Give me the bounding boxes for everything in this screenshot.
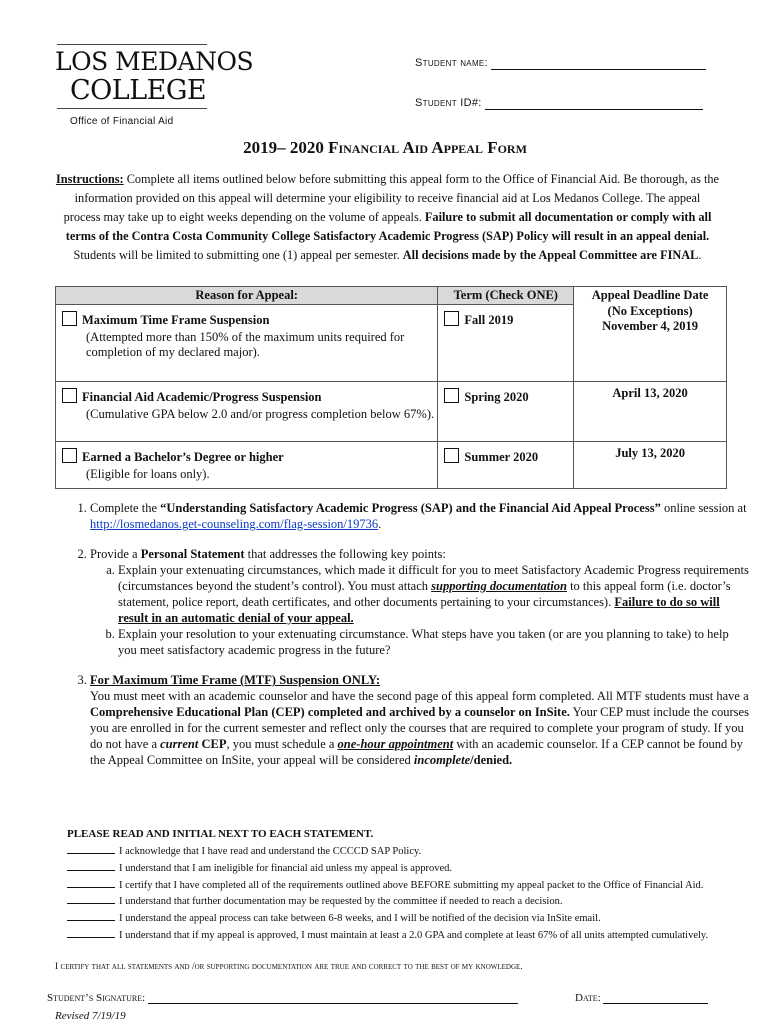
step-3-denied: /denied. [470, 753, 513, 767]
step-1 [90, 500, 750, 532]
signature-field[interactable] [47, 992, 518, 1004]
step-3-cep-requirement: Comprehensive Educational Plan (CEP) completed and archived by a counselor on InSite. [90, 705, 570, 719]
initial-line[interactable] [67, 927, 115, 938]
step-3-title: For Maximum Time Frame (MTF) Suspension ONLY: [90, 673, 381, 687]
step-3-appointment: one-hour appointment [337, 737, 454, 751]
step-2-sublist [90, 562, 750, 658]
reason-option-2[interactable] [62, 388, 437, 405]
deadline-cell-3 [574, 442, 727, 489]
deadline-fall: November 4, 2019 [602, 319, 699, 333]
office-name: Office of Financial Aid [70, 116, 174, 127]
checkbox-icon[interactable] [62, 311, 77, 326]
step-2 [90, 546, 750, 658]
header-term: Term (Check ONE) [438, 287, 574, 305]
reason-label-2: Financial Aid Academic/Progress Suspension [82, 390, 322, 404]
checkbox-icon[interactable] [444, 388, 459, 403]
step-3-incomplete: incomplete [413, 753, 471, 767]
table-row [56, 382, 727, 442]
acknowledgement-text: I understand that if my appeal is approved, I must maintain at least a 2.0 GPA and complete at least 67% of all units attempted cumulatively. [119, 929, 709, 941]
date-line[interactable] [603, 993, 708, 1004]
acknowledgement-text: I understand that I am ineligible for financial aid unless my appeal is approved. [119, 862, 452, 874]
denial-warning: Failure to do so will result in an automatic denial of your appeal. [118, 595, 720, 625]
instructions-label: Instructions: [55, 172, 124, 186]
reason-cell-1 [56, 305, 438, 382]
step-3-text-3: , you must schedule a [226, 737, 338, 751]
reason-option-3[interactable] [62, 448, 437, 465]
initial-line[interactable] [67, 893, 115, 904]
steps-list [62, 500, 750, 782]
deadline-summer: July 13, 2020 [615, 446, 685, 460]
table-header-row [56, 287, 727, 305]
step-1-session-title: “Understanding Satisfactory Academic Progress (SAP) and the Financial Aid Appeal Process” [160, 501, 661, 515]
term-option-fall[interactable] [444, 311, 573, 328]
instructions [55, 170, 720, 265]
list-item [67, 877, 717, 894]
initial-line[interactable] [67, 860, 115, 871]
step-3 [90, 672, 750, 768]
date-label: Date: [575, 992, 601, 1004]
college-logo-line2: COLLEGE [70, 75, 207, 106]
step-3-current: current [160, 737, 199, 751]
acknowledgement-text: I understand the appeal process can take between 6-8 weeks, and I will be notified of the decision via InSite email. [119, 913, 601, 925]
signature-label: Student’s Signature: [47, 992, 146, 1004]
term-option-summer[interactable] [444, 448, 573, 465]
instructions-text: Complete all items outlined below before submitting this appeal form to the Office of Financial Aid. Be thorough, as the information provided on this appeal will determine your eligibility to receive financial aid at Los Medanos College. The appeal process may take up to eight weeks depending on the volume of appeals. [63, 172, 719, 224]
form-title: 2019– 2020 Financial Aid Appeal Form [243, 138, 527, 157]
acknowledgement-title: PLEASE READ AND INITIAL NEXT TO EACH STATEMENT. [67, 828, 374, 840]
acknowledgement-text: I acknowledge that I have read and understand the CCCCD SAP Policy. [119, 846, 422, 857]
student-name-field[interactable] [415, 55, 706, 70]
reason-cell-2 [56, 382, 438, 442]
checkbox-icon[interactable] [62, 448, 77, 463]
step-1-text-2: online session at [660, 501, 747, 515]
deadline-cell-2 [574, 382, 727, 442]
certification-statement: I certify that all statements and /or supporting documentation are true and correct to the best of my knowledge. [55, 962, 523, 972]
list-item [67, 927, 717, 944]
initial-line[interactable] [67, 843, 115, 854]
student-id-label: Student ID#: [415, 97, 482, 109]
reason-detail-3: (Eligible for loans only). [86, 467, 210, 481]
supporting-documentation-text: supporting documentation [431, 579, 567, 593]
checkbox-icon[interactable] [62, 388, 77, 403]
step-2a-text-2: to this appeal form (i.e. doctor’s statement, police report, death certificates, and other documents pertaining to your circumstances). [118, 579, 731, 609]
reason-label-1: Maximum Time Frame Suspension [82, 313, 270, 327]
logo-rule-top [57, 44, 207, 45]
reason-cell-3 [56, 442, 438, 489]
step-2-text: Provide a [90, 547, 141, 561]
checkbox-icon[interactable] [444, 448, 459, 463]
college-logo-line1: LOS MEDANOS [55, 47, 254, 76]
step-3-text-1: You must meet with an academic counselor and have the second page of this appeal form completed. All MTF students must have a [90, 689, 749, 703]
student-id-line[interactable] [485, 109, 703, 110]
initial-line[interactable] [67, 910, 115, 921]
reason-option-1[interactable] [62, 311, 437, 328]
step-2-bold: Personal Statement [140, 547, 245, 561]
term-cell-1 [438, 305, 574, 382]
term-cell-2 [438, 382, 574, 442]
term-label-2: Spring 2020 [464, 390, 529, 404]
term-label-1: Fall 2019 [464, 313, 514, 327]
acknowledgement-list [67, 843, 717, 944]
step-3-cep: CEP [198, 737, 227, 751]
reason-label-3: Earned a Bachelor’s Degree or higher [82, 450, 284, 464]
step-1-text: Complete the [90, 501, 161, 515]
step-2a [118, 562, 750, 626]
flag-session-link[interactable]: http://losmedanos.get-counseling.com/flag-session/19736 [90, 517, 379, 531]
logo-rule-bottom [57, 108, 207, 109]
reason-detail-1: (Attempted more than 150% of the maximum units required for completion of my declared major). [86, 330, 405, 359]
instructions-period: . [698, 248, 702, 262]
step-3-text-2: Your CEP must include the courses you are enrolled in for the current semester and reflect only the courses that are required to complete your program of study. If you do not have a [90, 705, 749, 751]
header-reason: Reason for Appeal: [56, 287, 438, 305]
signature-line[interactable] [148, 993, 518, 1004]
acknowledgement-text: I certify that I have completed all of the requirements outlined above BEFORE submitting my appeal packet to the Office of Financial Aid. [119, 879, 704, 891]
reason-detail-2: (Cumulative GPA below 2.0 and/or progress completion below 67%). [86, 407, 435, 421]
instructions-warning: Failure to submit all documentation or comply with all terms of the Contra Costa Community College Satisfactory Academic Progress (SAP) Policy will result in an appeal denial. [65, 210, 712, 243]
table-row [56, 442, 727, 489]
acknowledgement-text: I understand that further documentation may be requested by the committee if needed to reach a decision. [119, 896, 563, 908]
date-field[interactable] [575, 992, 708, 1004]
list-item [67, 860, 717, 877]
term-cell-3 [438, 442, 574, 489]
student-name-line[interactable] [491, 69, 706, 70]
checkbox-icon[interactable] [444, 311, 459, 326]
term-label-3: Summer 2020 [464, 450, 539, 464]
step-2b: b. Explain your resolution to your extenuating circumstance. What steps have you taken (or are you planning to take) to help you meet satisfactory academic progress in the future? [118, 626, 750, 658]
initial-line[interactable] [67, 877, 115, 888]
list-item [67, 893, 717, 910]
list-item [67, 910, 717, 927]
step-1-end: . [378, 517, 382, 531]
appeal-table [55, 286, 727, 489]
step-3-text-4: with an academic counselor. If a CEP cannot be found by the Appeal Committee on InSite, your appeal will be considered [90, 737, 743, 767]
revision-note: Revised 7/19/19 [55, 1010, 126, 1022]
student-name-label: Student name: [415, 57, 488, 69]
deadline-cell-1 [574, 287, 727, 382]
instructions-final: All decisions made by the Appeal Committee are FINAL [402, 248, 699, 262]
step-2-text-2: that addresses the following key points: [244, 547, 446, 561]
term-option-spring[interactable] [444, 388, 573, 405]
student-id-field[interactable] [415, 95, 703, 110]
header-deadline: Appeal Deadline Date (No Exceptions) [591, 288, 709, 318]
deadline-spring: April 13, 2020 [612, 386, 688, 400]
instructions-text-2: Students will be limited to submitting one (1) appeal per semester. [73, 248, 403, 262]
step-2a-text: Explain your extenuating circumstances, which made it difficult for you to meet Satisfactory Academic Progress requirements (circumstances beyond the student’s control). You must attach [118, 563, 749, 593]
list-item [67, 843, 717, 860]
